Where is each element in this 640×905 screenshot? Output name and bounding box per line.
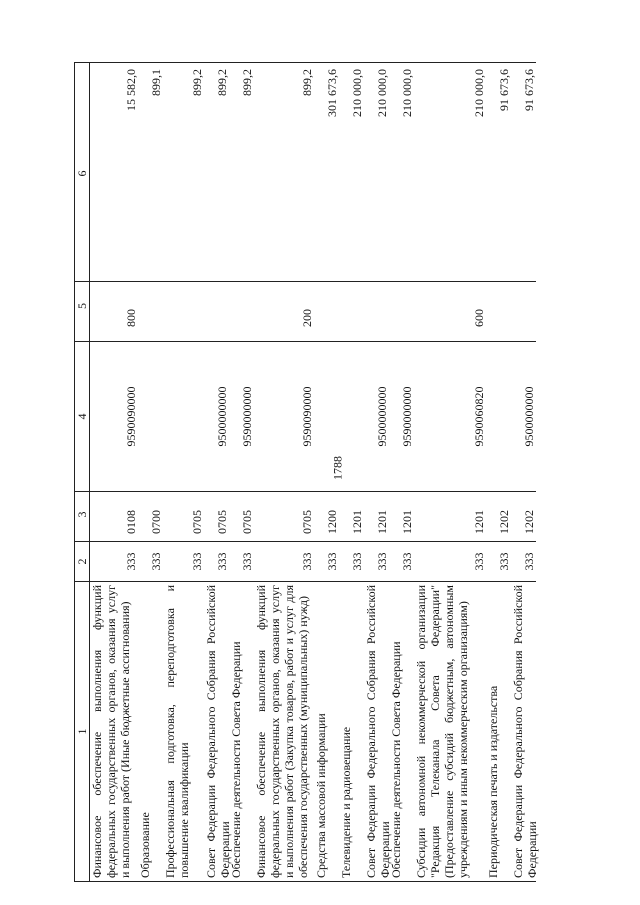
row-target-article-cell: 9500000000 xyxy=(364,341,389,491)
row-expense-type-cell xyxy=(486,281,511,341)
row-amount-cell: 15 582,0 xyxy=(124,69,138,111)
table-header-row xyxy=(74,62,90,882)
header-col-6: 6 xyxy=(75,170,89,177)
row-section-code-cell: 1201 xyxy=(364,491,389,541)
row-section-code-cell: 1201 xyxy=(389,491,414,541)
row-name-cell: Обеспечение деятельности Совета Федерации xyxy=(229,581,254,881)
row-section-code-cell: 0108 xyxy=(90,491,138,541)
row-name-cell: Периодическая печать и издательства xyxy=(486,581,511,881)
row-name-cell: Обеспечение деятельности Совета Федерации xyxy=(389,581,414,881)
row-name-cell: Профессиональная подготовка, переподготовка и повышение квалификации xyxy=(163,581,204,881)
row-target-article-cell xyxy=(163,341,204,491)
row-section-code-cell: 0705 xyxy=(163,491,204,541)
row-target-article-cell: 9590000000 xyxy=(389,341,414,491)
row-amount-cell: 301 673,6 xyxy=(325,69,339,117)
row-admin-code-cell: 333 xyxy=(486,541,511,581)
header-col-4: 4 xyxy=(75,341,89,491)
row-section-code-cell: 0705 xyxy=(229,491,254,541)
row-name-cell: Финансовое обеспечение выполнения функций федеральных государственных органов, оказания услуг и выполнения работ (Закупка товаров, работ и услуг для обеспечения государственных (муниципальных) нужд) xyxy=(254,581,314,881)
row-expense-type-cell xyxy=(314,281,339,341)
row-expense-type-cell xyxy=(364,281,389,341)
row-expense-type-cell: 200 xyxy=(254,281,314,341)
row-expense-type-cell xyxy=(138,281,163,341)
row-section-code-cell: 1202 xyxy=(486,491,511,541)
header-col-1: 1 xyxy=(75,581,89,881)
row-amount-cell: 210 000,0 xyxy=(375,69,389,117)
row-section-code-cell: 1201 xyxy=(339,491,364,541)
table-row xyxy=(486,62,511,882)
row-target-article-cell: 9590000000 xyxy=(229,341,254,491)
row-admin-code-cell: 333 xyxy=(339,541,364,581)
table-row xyxy=(364,62,392,882)
row-admin-code-cell: 333 xyxy=(364,541,389,581)
table-row xyxy=(90,62,138,882)
row-amount-cell: 91 673,6 xyxy=(522,69,536,111)
row-amount-cell: 899,2 xyxy=(190,69,204,96)
row-admin-code-cell: 333 xyxy=(90,541,138,581)
budget-table xyxy=(74,62,584,882)
row-expense-type-cell xyxy=(339,281,364,341)
row-admin-code-cell: 333 xyxy=(389,541,414,581)
row-amount-cell: 91 673,6 xyxy=(497,69,511,111)
row-expense-type-cell: 600 xyxy=(414,281,486,341)
row-target-article-cell: 9590090000 xyxy=(90,341,138,491)
row-admin-code-cell: 333 xyxy=(414,541,486,581)
table-row xyxy=(389,62,414,882)
row-name-cell: Средства массовой информации xyxy=(314,581,339,881)
row-expense-type-cell xyxy=(163,281,204,341)
row-name-cell: Телевидение и радиовещание xyxy=(339,581,364,881)
row-section-code-cell: 0700 xyxy=(138,491,163,541)
row-name-cell: Образование xyxy=(138,581,163,881)
row-name-cell: Совет Федерации Федерального Собрания Российской Федерации xyxy=(511,581,536,881)
row-name-cell: Совет Федерации Федерального Собрания Российской Федерации xyxy=(364,581,389,881)
row-admin-code-cell: 333 xyxy=(204,541,229,581)
row-section-code-cell: 1200 xyxy=(314,491,339,541)
row-admin-code-cell: 333 xyxy=(314,541,339,581)
row-target-article-cell: 9590090000 xyxy=(254,341,314,491)
row-amount-cell: 899,2 xyxy=(300,69,314,96)
row-name-cell: Финансовое обеспечение выполнения функций федеральных государственных органов, оказания услуг и выполнения работ (Иные бюджетные ассигнования) xyxy=(90,581,138,881)
row-admin-code-cell: 333 xyxy=(163,541,204,581)
table-row xyxy=(229,62,254,882)
row-admin-code-cell: 333 xyxy=(138,541,163,581)
row-expense-type-cell xyxy=(204,281,229,341)
table-row xyxy=(204,62,232,882)
table-row xyxy=(138,62,163,882)
table-row xyxy=(339,62,364,882)
row-target-article-cell: 9500000000 xyxy=(204,341,229,491)
row-section-code-cell: 1201 xyxy=(414,491,486,541)
row-target-article-cell xyxy=(486,341,511,491)
row-amount-cell: 210 000,0 xyxy=(350,69,364,117)
table-body xyxy=(90,62,539,882)
row-amount-cell: 899,2 xyxy=(215,69,229,96)
row-name-cell: Субсидии автономной некоммерческой организации "Редакция Телеканала Совета Федерации" (Предоставление субсидий бюджетным, автономным учреждениям и иным некоммерческим организациям) xyxy=(414,581,486,881)
row-target-article-cell: 9500000000 xyxy=(511,341,536,491)
row-section-code-cell: 1202 xyxy=(511,491,536,541)
row-expense-type-cell xyxy=(229,281,254,341)
row-amount-cell: 899,1 xyxy=(149,69,163,96)
row-section-code-cell: 0705 xyxy=(254,491,314,541)
table-row xyxy=(163,62,204,882)
row-amount-cell: 210 000,0 xyxy=(400,69,414,117)
row-target-article-cell: 9590060820 xyxy=(414,341,486,491)
page-number: 1788 xyxy=(330,456,345,480)
row-admin-code-cell: 333 xyxy=(254,541,314,581)
table-row xyxy=(314,62,339,882)
row-expense-type-cell: 800 xyxy=(90,281,138,341)
row-admin-code-cell: 333 xyxy=(229,541,254,581)
row-expense-type-cell xyxy=(389,281,414,341)
table-row xyxy=(254,62,314,882)
row-amount-cell: 210 000,0 xyxy=(472,69,486,117)
header-col-5: 5 xyxy=(75,281,89,341)
table-row xyxy=(414,62,486,882)
row-target-article-cell xyxy=(138,341,163,491)
row-target-article-cell xyxy=(339,341,364,491)
header-col-3: 3 xyxy=(75,491,89,541)
row-name-cell: Совет Федерации Федерального Собрания Российской Федерации xyxy=(204,581,229,881)
row-admin-code-cell: 333 xyxy=(511,541,536,581)
table-row xyxy=(511,62,539,882)
row-expense-type-cell xyxy=(511,281,536,341)
header-col-2: 2 xyxy=(75,541,89,581)
row-target-article-cell xyxy=(314,341,339,491)
row-amount-cell: 899,2 xyxy=(240,69,254,96)
row-section-code-cell: 0705 xyxy=(204,491,229,541)
